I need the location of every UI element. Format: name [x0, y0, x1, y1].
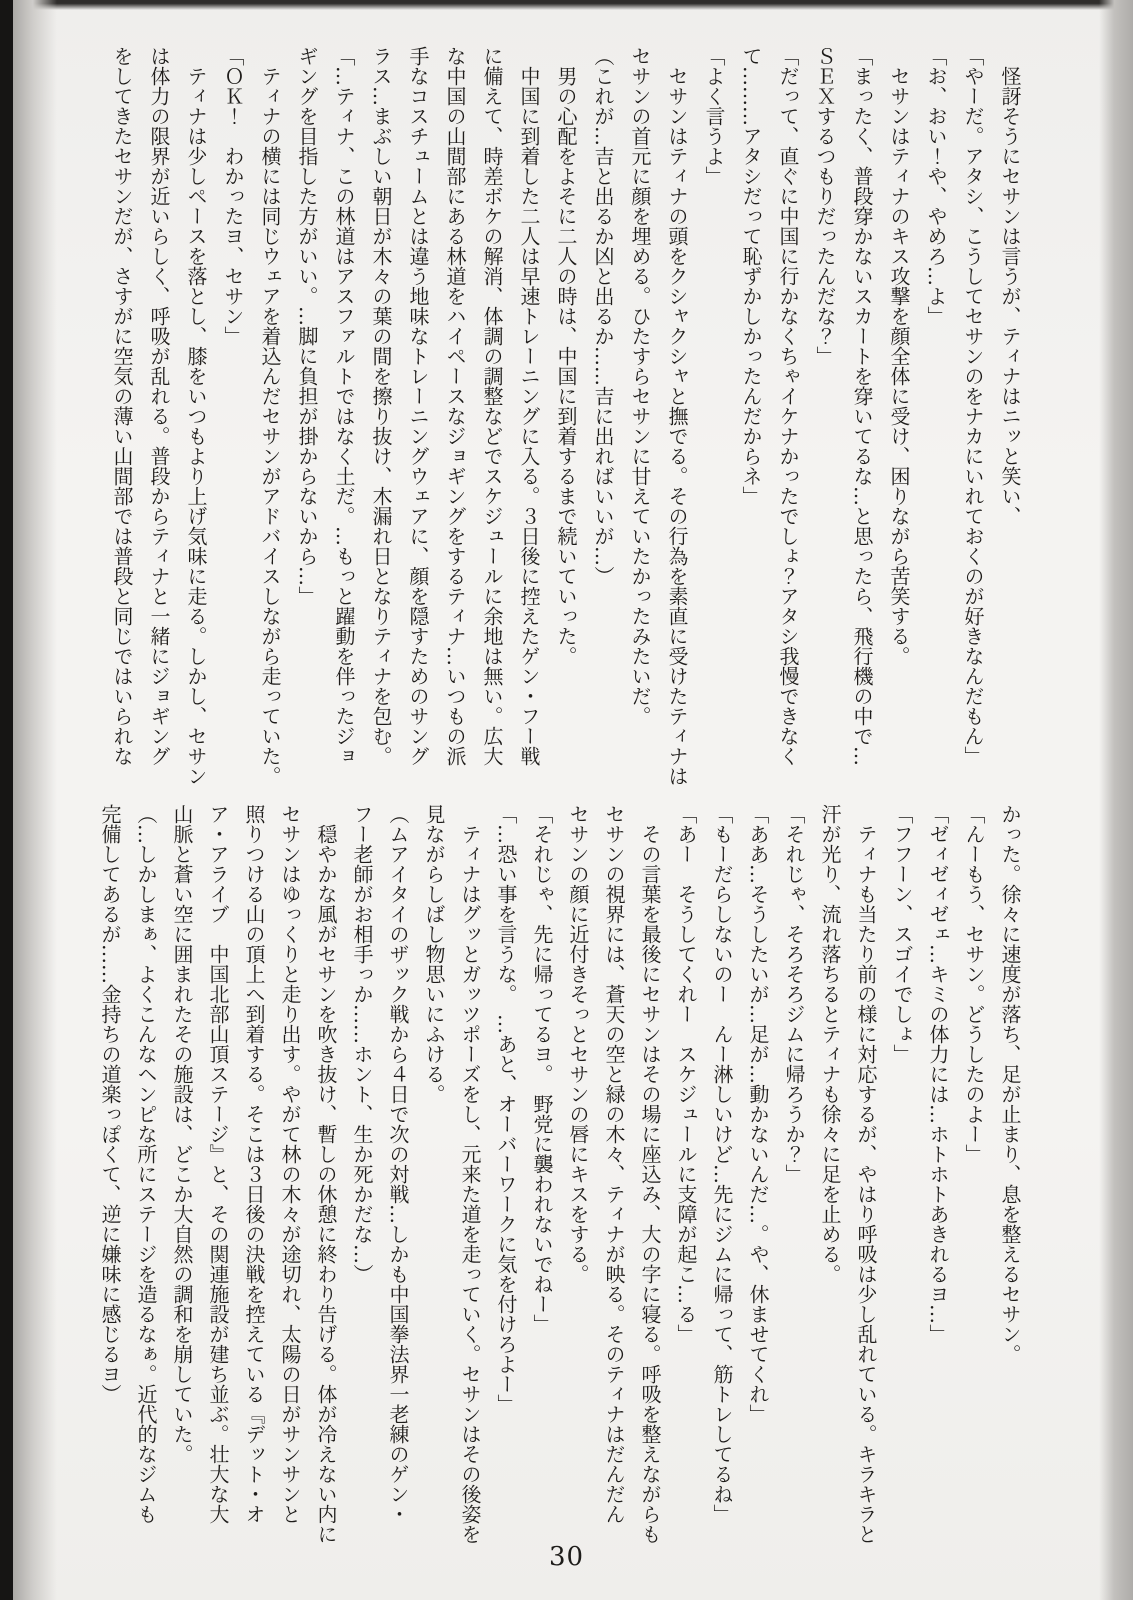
text-column: は体力の限界が近いらしく、呼吸が乱れる。普段からティナと一緒にジョギング	[147, 46, 171, 766]
text-column: 「それじゃ、先に帰ってるヨ。 野党に襲われないでねー」	[530, 804, 554, 1334]
text-column: 「やーだ。アタシ、こうしてセサンのをナカにいれておくのが好きなんだもん」	[961, 46, 985, 766]
text-column: セサンの首元に顔を埋める。ひたすらセサンに甘えていたかったみたいだ。	[628, 46, 652, 726]
text-column: ティナの横には同じウェアを着込んだセサンがアドバイスしながら走っていた。	[258, 46, 282, 786]
text-column: 「ゼィゼィゼェ…キミの体力には…ホトホトあきれるヨ…」	[926, 804, 950, 1344]
text-column: 「それじゃ、そろそろジムに帰ろうか？」	[782, 804, 806, 1184]
text-column: 「まったく、普段穿かないスカートを穿いてるな…と思ったら、飛行機の中で…	[850, 46, 874, 766]
text-block-top	[103, 46, 1028, 791]
text-column: 「んーもう、セサン。どうしたのよー」	[962, 804, 986, 1164]
text-column: ティナはグッとガッツポーズをし、元来た道を走っていく。セサンはその後姿を	[458, 804, 482, 1544]
scan-edge-left-shadow	[13, 0, 57, 1600]
text-column: 汗が光り、流れ落ちるとティナも徐々に足を止める。	[818, 804, 842, 1284]
text-column: （…しかしまぁ、よくこんなヘンピな所にステージを造るなぁ。近代的なジムも	[134, 804, 158, 1524]
text-column: ティナは少しペースを落とし、膝をいつもより上げ気味に走る。しかし、セサン	[184, 46, 208, 786]
text-column: 「お、おい！や、やめろ…よ」	[924, 46, 948, 326]
text-column: かった。徐々に速度が落ち、足が止まり、息を整えるセサン。	[998, 804, 1022, 1364]
text-column: その言葉を最後にセサンはその場に座込み、大の字に寝る。呼吸を整えながらも	[638, 804, 662, 1544]
text-column: 「…ティナ、この林道はアスファルトではなく土だ。…もっと躍動を伴ったジョ	[332, 46, 356, 766]
text-column: な中国の山間部にある林道をハイペースなジョギングをするティナ…いつもの派	[443, 46, 467, 766]
scan-edge-left-band	[0, 0, 13, 1600]
text-column: 怪訝そうにセサンは言うが、ティナはニッと笑い、	[998, 46, 1022, 526]
text-column: をしてきたセサンだが、さすがに空気の薄い山間部では普段と同じではいられな	[110, 46, 134, 766]
text-column: 中国に到着した二人は早速トレーニングに入る。３日後に控えたゲン・フー戦	[517, 46, 541, 766]
text-column: 山脈と蒼い空に囲まれたその施設は、どこか大自然の調和を崩していた。	[170, 804, 194, 1464]
text-column: 「…恐い事を言うな。 …あと、オーバーワークに気を付けろよー」	[494, 804, 518, 1414]
text-column: ＳＥＸするつもりだったんだな？」	[813, 46, 837, 366]
text-column: （これが…吉と出るか凶と出るか……吉に出ればいいが…）	[591, 46, 615, 586]
text-column: 穏やかな風がセサンを吹き抜け、暫しの休憩に終わり告げる。体が冷えない内に	[314, 804, 338, 1544]
scan-edge-top	[0, 0, 1133, 10]
text-column: 「ＯＫ！ わかったヨ、セサン」	[221, 46, 245, 346]
text-column: 男の心配をよそに二人の時は、中国に到着するまで続いていった。	[554, 46, 578, 666]
text-column: セサンはティナのキス攻撃を顔全体に受け、困りながら苦笑する。	[887, 46, 911, 666]
text-block-bottom	[92, 804, 1028, 1552]
text-column: セサンの視界には、蒼天の空と緑の木々、ティナが映る。そのティナはだんだん	[602, 804, 626, 1524]
text-column: セサンはティナの頭をクシャクシャと撫でる。その行為を素直に受けたティナは	[665, 46, 689, 786]
text-column: 「だって、直ぐに中国に行かなくちゃイケナかったでしょ？アタシ我慢できなく	[776, 46, 800, 766]
text-column: 「ああ…そうしたいが…足が…動かないんだ…。や、休ませてくれ」	[746, 804, 770, 1424]
text-column: て………アタシだって恥ずかしかったんだからネ」	[739, 46, 763, 506]
text-column: に備えて、時差ボケの解消、体調の調整などでスケジュールに余地は無い。広大	[480, 46, 504, 766]
text-column: ティナも当たり前の様に対応するが、やはり呼吸は少し乱れている。キラキラと	[854, 804, 878, 1544]
text-column: 照りつける山の頂上へ到着する。そこは３日後の決戦を控えている『デット・オ	[242, 804, 266, 1524]
page-number: 30	[548, 1542, 585, 1572]
text-column: ギングを目指した方がいい。…脚に負担が掛からないから…」	[295, 46, 319, 606]
text-column: 見ながらしばし物思いにふける。	[422, 804, 446, 1104]
text-column: セサンはゆっくりと走り出す。やがて林の木々が途切れ、太陽の日がサンサンと	[278, 804, 302, 1524]
text-column: セサンの顔に近付きそっとセサンの唇にキスをする。	[566, 804, 590, 1284]
text-column: 「フフーン、スゴイでしょ」	[890, 804, 914, 1064]
text-column: フー老師がお相手っか……ホント、生か死かだな…）	[350, 804, 374, 1284]
text-column: ア・アライブ 中国北部山頂ステージ』と、その関連施設が建ち並ぶ。壮大な大	[206, 804, 230, 1524]
text-column: 手なコスチュームとは違う地味なトレーニングウェアに、顔を隠すためのサング	[406, 46, 430, 766]
text-column: 「あー そうしてくれー スケジュールに支障が起こ…る」	[674, 804, 698, 1344]
text-column: 「よく言うよ」	[702, 46, 726, 186]
text-column: 完備してあるが……金持ちの道楽っぽくて、逆に嫌味に感じるヨ）	[98, 804, 122, 1404]
text-column: （ムアイタイのザック戦から４日で次の対戦…しかも中国拳法界一老練のゲン・	[386, 804, 410, 1524]
text-column: ラス…まぶしい朝日が木々の葉の間を擦り抜け、木漏れ日となりティナを包む。	[369, 46, 393, 766]
scan-edge-right	[1099, 0, 1133, 1600]
text-column: 「もーだらしないのー んー淋しいけど…先にジムに帰って、筋トレしてるね」	[710, 804, 734, 1524]
